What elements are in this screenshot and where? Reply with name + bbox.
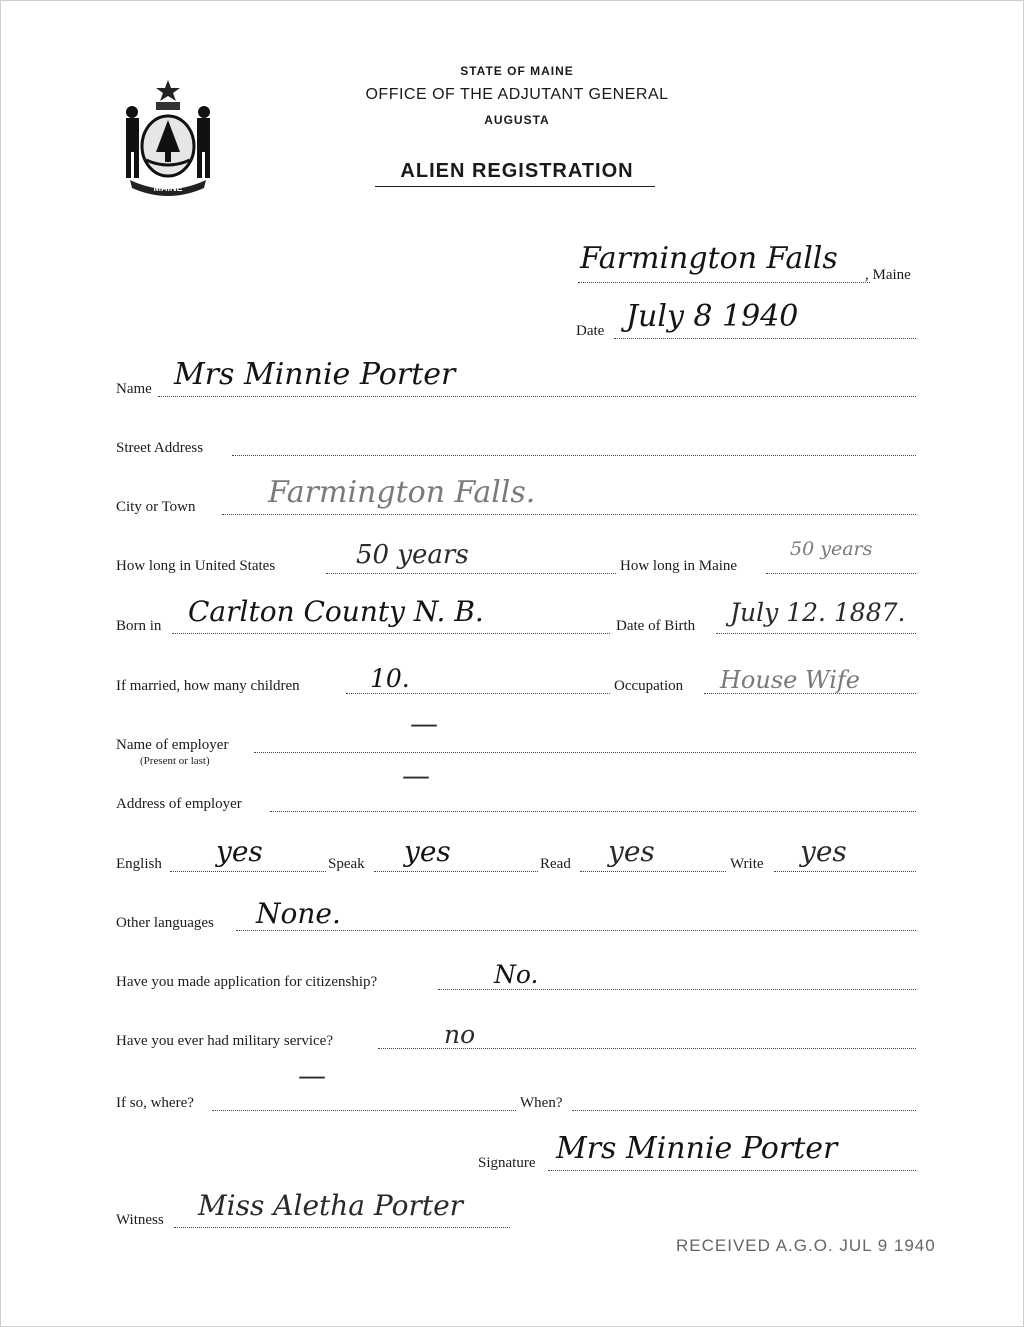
- name-label: Name: [116, 381, 152, 397]
- how-long-maine-label: How long in Maine: [620, 558, 738, 574]
- city-heading: AUGUSTA: [484, 113, 550, 127]
- witness-label: Witness: [116, 1212, 164, 1228]
- other-languages-value: None.: [256, 897, 341, 930]
- citizenship-value: No.: [494, 960, 539, 989]
- state-heading: STATE OF MAINE: [460, 64, 574, 78]
- english-label: English: [116, 856, 162, 872]
- write-label: Write: [730, 856, 764, 872]
- military-label: Have you ever had military service?: [116, 1033, 333, 1049]
- date-of-birth-label: Date of Birth: [616, 618, 696, 634]
- read-value: yes: [608, 835, 655, 868]
- read-label: Read: [540, 856, 571, 872]
- date-label: Date: [576, 323, 605, 339]
- street-address-label: Street Address: [116, 440, 204, 456]
- born-in-value: Carlton County N. B.: [188, 595, 484, 628]
- state-label: , Maine: [865, 267, 911, 283]
- how-long-us-value: 50 years: [356, 540, 469, 570]
- date-of-birth-value: July 12. 1887.: [730, 598, 906, 627]
- where-label: If so, where?: [116, 1095, 194, 1111]
- military-value: no: [444, 1020, 476, 1049]
- received-stamp: RECEIVED A.G.O. JUL 9 1940: [676, 1236, 936, 1255]
- witness-value: Miss Aletha Porter: [198, 1189, 464, 1222]
- seal-banner-text: MAINE: [153, 183, 183, 193]
- how-long-maine-value: 50 years: [790, 538, 873, 560]
- signature-label: Signature: [478, 1155, 536, 1171]
- english-value: yes: [216, 835, 263, 868]
- when-label: When?: [520, 1095, 563, 1111]
- city-value: Farmington Falls.: [268, 475, 536, 510]
- speak-value: yes: [404, 835, 451, 868]
- signature-value: Mrs Minnie Porter: [556, 1131, 838, 1166]
- form-title-underline: [375, 186, 655, 187]
- children-value: 10.: [370, 664, 410, 693]
- date-value: July 8 1940: [626, 299, 799, 334]
- citizenship-label: Have you made application for citizenship?: [116, 974, 378, 990]
- children-label: If married, how many children: [116, 678, 300, 694]
- city-label: City or Town: [116, 499, 196, 515]
- employer-address-label: Address of employer: [116, 796, 242, 812]
- occupation-label: Occupation: [614, 678, 684, 694]
- location-town: Farmington Falls: [580, 241, 838, 276]
- employer-address-value: —: [402, 759, 430, 792]
- employer-name-label: Name of employer: [116, 737, 229, 753]
- name-value: Mrs Minnie Porter: [174, 357, 456, 392]
- office-heading: OFFICE OF THE ADJUTANT GENERAL: [365, 86, 669, 103]
- employer-name-sublabel: (Present or last): [140, 755, 210, 767]
- where-value: —: [298, 1059, 326, 1092]
- write-value: yes: [800, 835, 847, 868]
- form-title: ALIEN REGISTRATION: [400, 160, 634, 182]
- occupation-value: House Wife: [720, 666, 860, 694]
- speak-label: Speak: [328, 856, 365, 872]
- how-long-us-label: How long in United States: [116, 558, 276, 574]
- employer-name-value: —: [410, 707, 438, 740]
- born-in-label: Born in: [116, 618, 162, 634]
- other-languages-label: Other languages: [116, 915, 214, 931]
